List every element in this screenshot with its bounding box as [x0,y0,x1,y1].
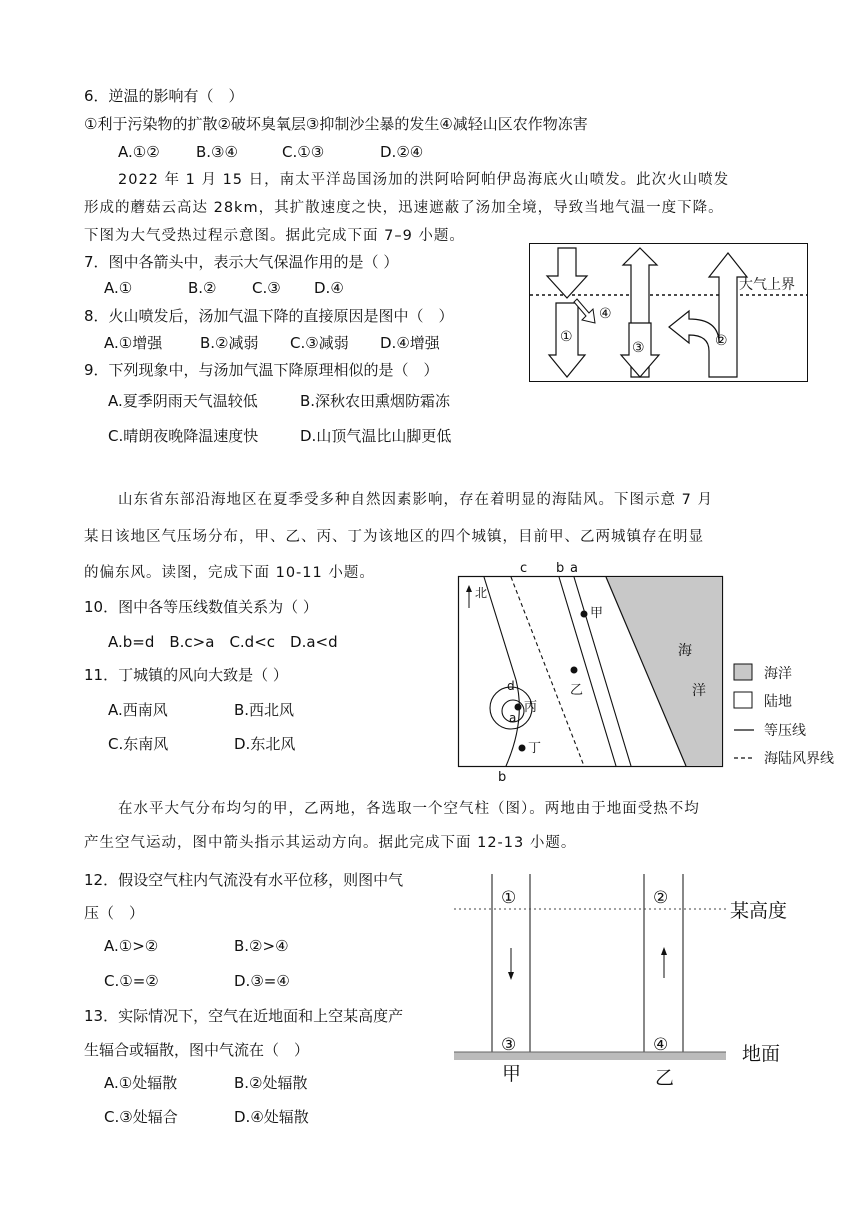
passage1-line2: 形成的蘑菇云高达 28km，其扩散速度之快，迅速遮蔽了汤加全境，导致当地气温一度下降。 [84,200,724,216]
line-label-a-inner: a [509,711,517,725]
town-ding-label: 丁 [528,741,542,756]
q10-stem: 10．图中各等压线数值关系为（ ） [84,598,318,616]
ground-surface [454,1052,726,1060]
arrow-1-label: ① [560,329,573,345]
q9-stem: 9．下列现象中，与汤加气温下降原理相似的是（ ） [84,361,439,379]
q8-stem: 8．火山喷发后，汤加气温下降的直接原因是图中（ ） [84,307,454,325]
place-yi: 乙 [655,1067,675,1089]
q7-option-c: C.③ [252,279,281,297]
town-yi [571,667,578,674]
q11-option-a: A.西南风 [108,701,168,719]
q10-options: A.b=d B.c>a C.d<c D.a<d [108,633,338,651]
arrow-4-label: ④ [599,306,612,322]
air-column-diagram [452,870,802,1090]
q6-option-b: B.③④ [196,143,238,161]
point-2: ② [653,888,669,908]
q11-stem: 11．丁城镇的风向大致是（ ） [84,666,288,684]
legend-sea-swatch [734,664,752,680]
q12-option-b: B.②>④ [234,937,289,955]
height-label: 某高度 [730,900,788,922]
sea-label-1: 海 [678,643,692,659]
town-yi-label: 乙 [570,683,584,698]
upper-atmosphere-label: 大气上界 [739,277,795,293]
passage1-line3: 下图为大气受热过程示意图。据此完成下面 7–9 小题。 [84,228,465,244]
q12-stem-line2: 压（ ） [84,904,145,922]
point-1: ① [501,888,517,908]
q13-option-c: C.③处辐合 [104,1108,178,1126]
q11-option-b: B.西北风 [234,701,295,719]
town-jia [581,611,588,618]
q8-option-a: A.①增强 [104,334,163,352]
arrow-2-label: ② [715,333,728,349]
q7-option-d: D.④ [314,279,344,297]
q12-option-d: D.③=④ [234,972,290,990]
q13-stem-line1: 13．实际情况下，空气在近地面和上空某高度产 [84,1007,404,1025]
q8-option-d: D.④增强 [380,334,440,352]
passage3-line1: 在水平大气分布均匀的甲，乙两地，各选取一个空气柱（图）。两地由于地面受热不均 [118,801,700,817]
q8-option-b: B.②减弱 [200,334,259,352]
q12-stem-line1: 12．假设空气柱内气流没有水平位移，则图中气 [84,871,404,889]
q13-option-d: D.④处辐散 [234,1108,309,1126]
town-bing-label: 丙 [524,700,538,715]
line-label-a: a [570,561,578,576]
q9-option-a: A.夏季阴雨天气温较低 [108,392,258,410]
line-label-b-bottom: b [498,770,507,784]
q12-option-c: C.①=② [104,972,159,990]
passage1-line1: 2022 年 1 月 15 日，南太平洋岛国汤加的洪阿哈阿帕伊岛海底火山喷发。此次火山喷发 [118,172,730,188]
isobar-map-legend [730,660,866,770]
q7-option-b: B.② [188,279,217,297]
q7-option-a: A.① [104,279,133,297]
point-3: ③ [501,1035,517,1055]
q8-option-c: C.③减弱 [290,334,349,352]
passage2-line2: 某日该地区气压场分布，甲、乙、丙、丁为该地区的四个城镇，目前甲、乙两城镇存在明显 [84,529,704,545]
line-label-d: d [507,679,515,693]
atmosphere-heating-diagram [529,243,808,382]
line-label-c: c [520,561,528,576]
north-label: 北 [475,586,488,600]
arrow-3-label: ③ [632,340,645,356]
q6-stem: 6．逆温的影响有（ ） [84,87,244,105]
q6-items: ①利于污染物的扩散②破坏臭氧层③抑制沙尘暴的发生④减轻山区农作物冻害 [84,115,588,133]
q13-stem-line2: 生辐合或辐散，图中气流在（ ） [84,1041,310,1059]
legend-isobar-label: 等压线 [764,723,806,739]
q12-option-a: A.①>② [104,937,159,955]
point-4: ④ [653,1035,669,1055]
q13-option-b: B.②处辐散 [234,1074,308,1092]
q9-option-d: D.山顶气温比山脚更低 [300,427,452,445]
place-jia: 甲 [502,1063,522,1085]
q11-option-d: D.东北风 [234,735,296,753]
ground-label: 地面 [742,1043,781,1065]
q6-option-d: D.②④ [380,143,424,161]
isobar-map [456,560,726,784]
q7-stem: 7．图中各箭头中，表示大气保温作用的是（ ） [84,253,399,271]
q13-option-a: A.①处辐散 [104,1074,178,1092]
legend-sea-label: 海洋 [764,666,792,682]
legend-boundary-label: 海陆风界线 [764,751,834,767]
q11-option-c: C.东南风 [108,735,169,753]
town-ding [519,745,526,752]
passage3-line2: 产生空气运动，图中箭头指示其运动方向。据此完成下面 12-13 小题。 [84,835,577,851]
q9-option-c: C.晴朗夜晚降温速度快 [108,427,259,445]
town-jia-label: 甲 [590,606,604,621]
q9-option-b: B.深秋农田熏烟防霜冻 [300,392,451,410]
line-label-b: b [556,561,565,576]
legend-land-swatch [734,692,752,708]
town-bing [515,704,522,711]
q6-option-a: A.①② [118,143,160,161]
passage2-line3: 的偏东风。读图，完成下面 10-11 小题。 [84,565,375,581]
legend-land-label: 陆地 [764,694,792,710]
q6-option-c: C.①③ [282,143,325,161]
sea-label-2: 洋 [692,683,706,699]
passage2-line1: 山东省东部沿海地区在夏季受多种自然因素影响，存在着明显的海陆风。下图示意 7 月 [118,492,713,508]
